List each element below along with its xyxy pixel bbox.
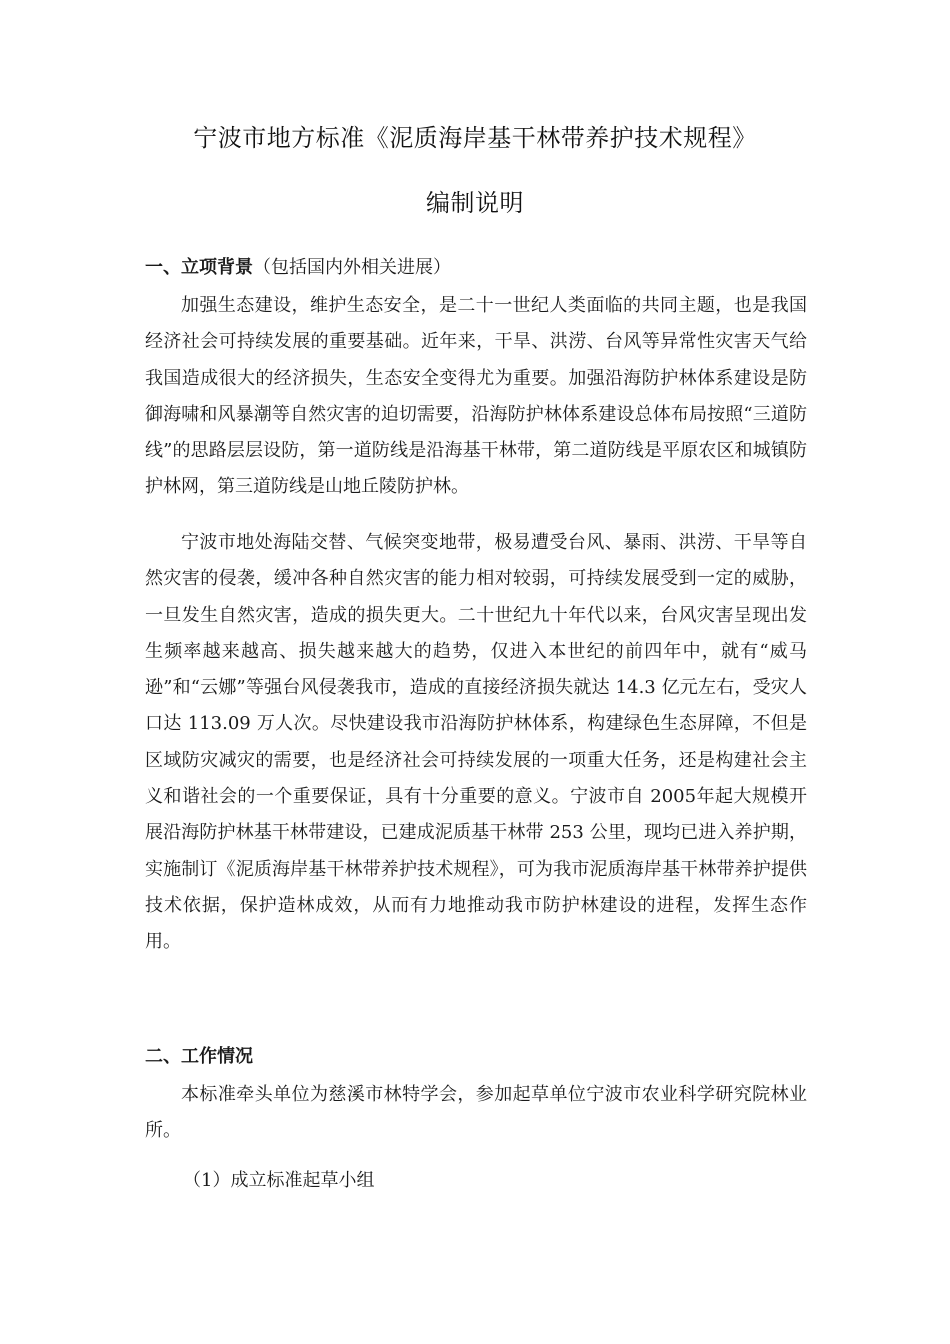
section-1-heading (145, 254, 451, 282)
section-2-heading (145, 1043, 253, 1071)
section-2-item-1: （1）成立标准起草小组 (183, 1170, 375, 1191)
section-2-paragraph-1: 本标准牵头单位为慈溪市林特学会，参加起草单位宁波市农业科学研究院林业所。 (145, 1084, 807, 1142)
section-1-paragraph-1: 加强生态建设，维护生态安全，是二十一世纪人类面临的共同主题，也是我国经济社会可持续发展的重要基础。近年来，干旱、洪涝、台风等异常性灾害天气给我国造成很大的经济损失，生态安全变得尤为重要。加强沿海防护林体系建设是防御海啸和风暴潮等自然灾害的迫切需要，沿海防护林体系建设总体布局按照“三道防线”的思路层层设防，第一道防线是沿海基干林带，第二道防线是平原农区和城镇防护林网，第三道防线是山地丘陵防护林。 (145, 295, 807, 498)
section-1-note: （包括国内外相关进展） (253, 257, 451, 278)
section-1-paragraph-2: 宁波市地处海陆交替、气候突变地带，极易遭受台风、暴雨、洪涝、干旱等自然灾害的侵袭，缓冲各种自然灾害的能力相对较弱，可持续发展受到一定的威胁，一旦发生自然灾害，造成的损失更大。二十世纪九十年代以来，台风灾害呈现出发生频率越来越高、损失越来越大的趋势，仅进入本世纪的前四年中，就有“威马逊”和“云娜”等强台风侵袭我市，造成的直接经济损失就达 14.3 亿元左右，受灾人口达 113.09 万人次。尽快建设我市沿海防护林体系，构建绿色生态屏障，不但是区域防灾减灾的需要，也是经济社会可持续发展的一项重大任务，还是构建社会主义和谐社会的一个重要保证，具有十分重要的意义。宁波市自 2005年起大规模开展沿海防护林基干林带建设，已建成泥质基干林带 253 公里，现均已进入养护期，实施制订《泥质海岸基干林带养护技术规程》，可为我市泥质海岸基干林带养护提供技术依据，保护造林成效，从而有力地推动我市防护林建设的进程，发挥生态作用。 (145, 532, 807, 953)
document-subtitle: 编制说明 (426, 189, 524, 217)
section-1-title: 一、立项背景 (145, 257, 253, 278)
section-2-title: 二、工作情况 (145, 1046, 253, 1067)
document-title: 宁波市地方标准《泥质海岸基干林带养护技术规程》 (193, 124, 757, 152)
